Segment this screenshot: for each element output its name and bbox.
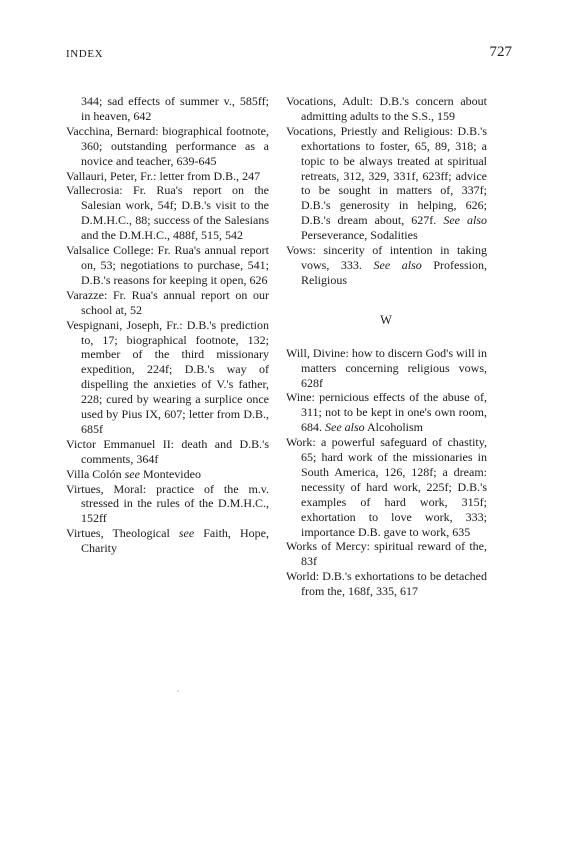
index-entry: Vespignani, Joseph, Fr.: D.B.'s prediction to, 17; biographical footnote, 132; member of the third missionary expedition, 224f; D.B.'s way of dispelling the anxieties of V.'s father, 228; cured by wearing a surplice once used by Pius IX, 607; letter from D.B., 685f [66, 317, 269, 436]
entry-text: Vows: sincerity of intention in taking vows, 333. [286, 243, 487, 272]
running-title: INDEX [66, 48, 104, 60]
index-entry-vows [286, 243, 487, 288]
cross-reference-see-also: See also [443, 213, 488, 228]
index-entry: World: D.B.'s exhortations to be detached from the, 168f, 335, 617 [286, 569, 487, 599]
index-entry: Vallauri, Peter, Fr.: letter from D.B., 247 [66, 168, 261, 183]
cross-reference-see: see [178, 526, 195, 541]
cross-reference-see-also: See also [373, 257, 422, 272]
entry-text: Vocations, Priestly and Religious: D.B.'s exhortations to foster, 65, 89, 318; a topic to be always treated at spiritual retreats, 312, 329, 331f, 623ff; advice to be sought in matters of, 337f; D.B.'s generosity in helping, 626; D.B.'s dream about, 627f. [286, 123, 487, 228]
cross-reference-target: Montevideo [139, 466, 201, 481]
index-entry: Work: a powerful safeguard of chastity, 65; hard work of the missionaries in South America, 126, 128f; a dream: necessity of hard work, 225f; D.B.'s examples of hard work, 315f; exhortation to love work, 333; importance D.B. gave to work, 635 [286, 435, 487, 539]
index-entry: Valsalice College: Fr. Rua's annual report on, 53; negotiations to purchase, 541; D.B.'s reasons for keeping it open, 626 [66, 243, 269, 287]
index-entry-villa-colon [66, 467, 269, 482]
index-column-left [66, 94, 269, 556]
index-entry: Varazze: Fr. Rua's annual report on our school at, 52 [66, 287, 269, 317]
index-entry-continuation: 344; sad effects of summer v., 585ff; in heaven, 642 [81, 94, 269, 123]
cross-reference-see: see [124, 466, 140, 481]
index-entry: Vallecrosia: Fr. Rua's report on the Salesian work, 54f; D.B.'s visit to the D.M.H.C., 88; success of the Salesians and the D.M.H.C., 488f, 515, 542 [66, 183, 269, 243]
cross-reference-see-also: See also [325, 420, 365, 435]
section-letter-heading: W [380, 312, 393, 327]
index-entry: Vacchina, Bernard: biographical footnote, 360; outstanding performance as a novice and teacher, 639-645 [66, 123, 269, 168]
index-entry: Works of Mercy: spiritual reward of the, 83f [286, 539, 487, 569]
index-entry: Vocations, Adult: D.B.'s concern about admitting adults to the S.S., 159 [286, 94, 487, 123]
index-entry-vocations-priestly [286, 124, 487, 243]
index-entry: Victor Emmanuel II: death and D.B.'s comments, 364f [66, 436, 269, 466]
cross-reference-target: Faith, Hope, Charity [81, 526, 269, 556]
cross-reference-target: Profession, Religious [301, 257, 487, 287]
index-entry-virtues-theological [66, 526, 269, 556]
entry-head: Villa Colón [66, 466, 125, 481]
page-speck [177, 690, 179, 692]
index-entry: Virtues, Moral: practice of the m.v. stressed in the rules of the D.M.H.C., 152ff [66, 481, 269, 526]
cross-reference-target: Perseverance, Sodalities [301, 228, 418, 243]
page-number: 727 [489, 44, 512, 60]
cross-reference-target: Alcoholism [364, 420, 423, 435]
index-column-right [286, 94, 487, 599]
running-head [66, 44, 512, 66]
entry-head: Virtues, Theological [66, 526, 179, 541]
entry-text: Wine: pernicious effects of the abuse of, 311; not to be kept in one's own room, 684. [286, 390, 487, 435]
index-entry: Will, Divine: how to discern God's will in matters concerning religious vows, 628f [286, 345, 487, 390]
index-entry-wine [286, 390, 487, 435]
